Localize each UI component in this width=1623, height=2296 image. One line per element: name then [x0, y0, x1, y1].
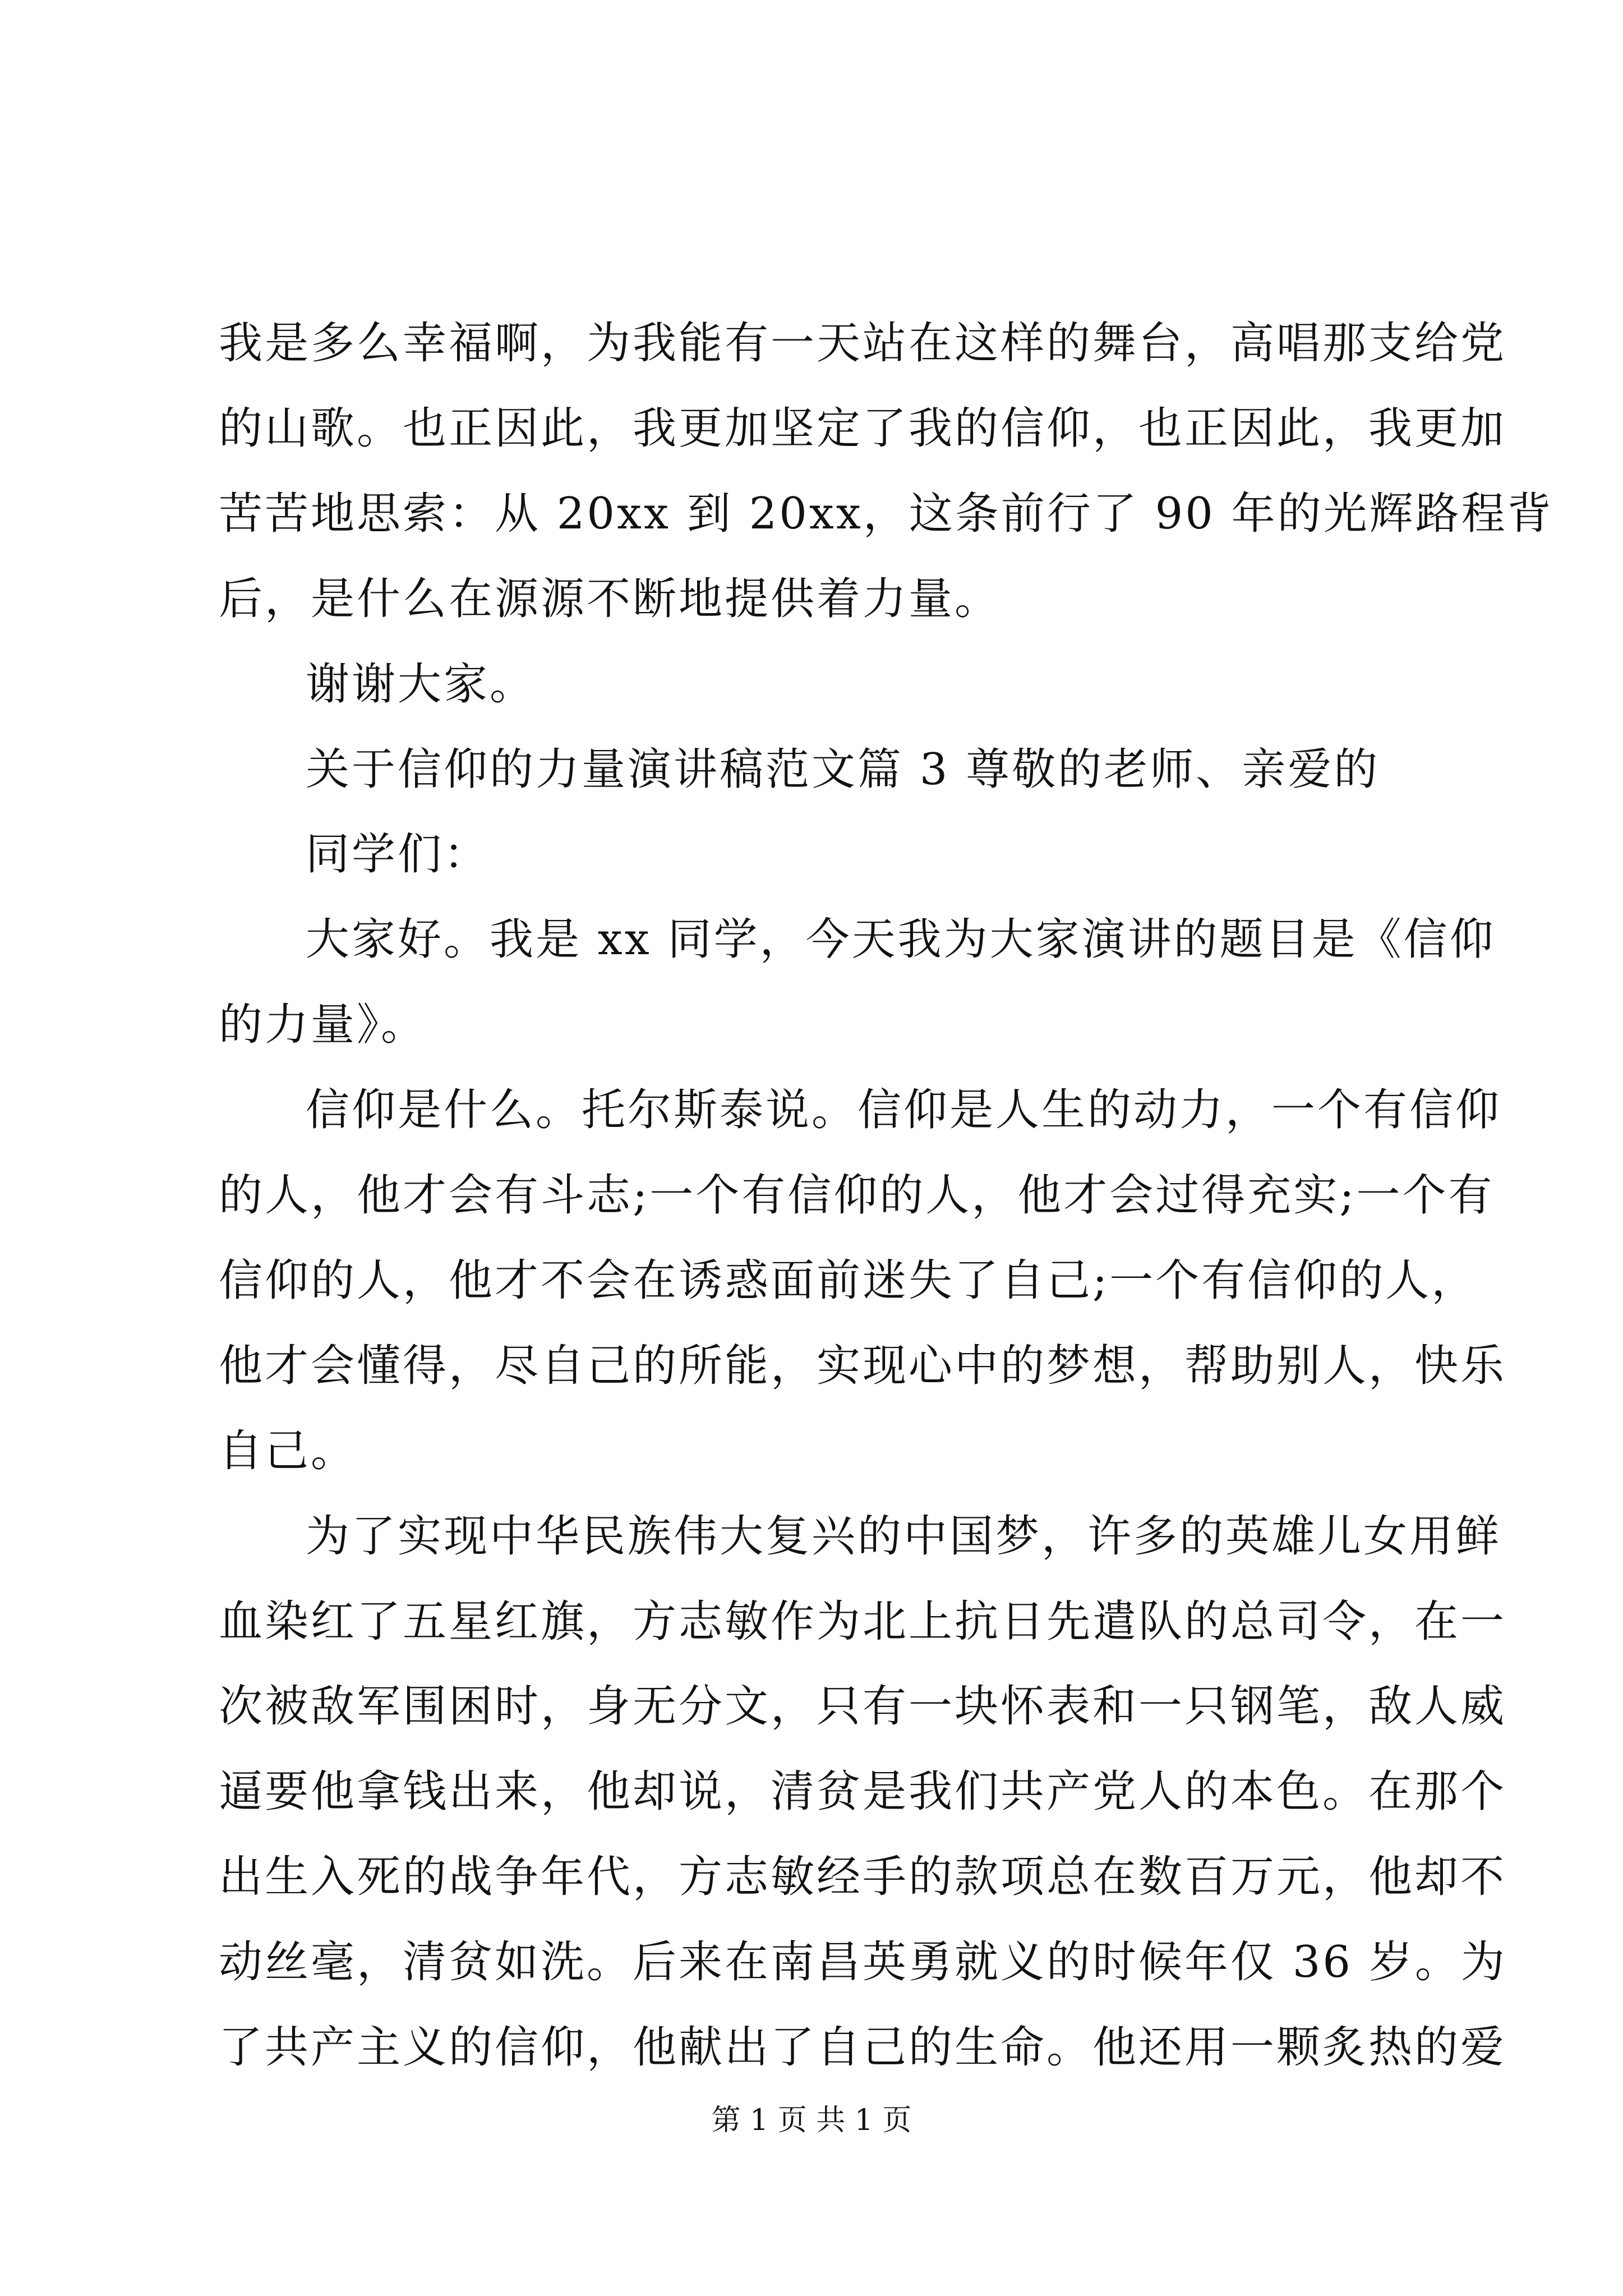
paragraph-line: 后，是什么在源源不断地提供着力量。 [219, 574, 1001, 624]
paragraph-line: 苦苦地思索：从 20xx 到 20xx，这条前行了 90 年的光辉路程背 [219, 489, 1553, 539]
paragraph-line: 次被敌军围困时，身无分文，只有一块怀表和一只钢笔，敌人威 [219, 1681, 1507, 1732]
paragraph-line: 血染红了五星红旗，方志敏作为北上抗日先遣队的总司令，在一 [219, 1596, 1507, 1647]
paragraph-line: 了共产主义的信仰，他献出了自己的生命。他还用一颗炙热的爱 [219, 2022, 1507, 2073]
paragraph-line: 出生入死的战争年代，方志敏经手的款项总在数百万元，他却不 [219, 1852, 1507, 1902]
paragraph-line: 为了实现中华民族伟大复兴的中国梦，许多的英雄儿女用鲜 [306, 1511, 1502, 1562]
paragraph-line: 我是多么幸福啊，为我能有一天站在这样的舞台，高唱那支给党 [219, 318, 1507, 369]
paragraph-line: 逼要他拿钱出来，他却说，清贫是我们共产党人的本色。在那个 [219, 1766, 1507, 1817]
paragraph-line: 大家好。我是 xx 同学，今天我为大家演讲的题目是《信仰 [306, 914, 1496, 965]
paragraph-line: 他才会懂得，尽自己的所能，实现心中的梦想，帮助别人，快乐 [219, 1341, 1507, 1391]
paragraph-line: 的山歌。也正因此，我更加坚定了我的信仰，也正因此，我更加 [219, 403, 1507, 454]
page-footer: 第 1 页 共 1 页 [711, 2104, 912, 2137]
section-heading: 关于信仰的力量演讲稿范文篇 3 尊敬的老师、亲爱的 [306, 744, 1380, 795]
paragraph-line: 的力量》。 [219, 1000, 427, 1050]
paragraph-line: 自己。 [219, 1426, 357, 1476]
paragraph-line: 的人，他才会有斗志;一个有信仰的人，他才会过得充实;一个有 [219, 1170, 1495, 1221]
paragraph-line: 动丝毫，清贫如洗。后来在南昌英勇就义的时候年仅 36 岁。为 [219, 1937, 1507, 1987]
salutation: 同学们： [306, 829, 490, 880]
paragraph-line: 谢谢大家。 [306, 659, 536, 710]
paragraph-line: 信仰的人，他才不会在诱惑面前迷失了自己;一个有信仰的人， [219, 1255, 1478, 1306]
paragraph-line: 信仰是什么。托尔斯泰说。信仰是人生的动力，一个有信仰 [306, 1085, 1502, 1135]
